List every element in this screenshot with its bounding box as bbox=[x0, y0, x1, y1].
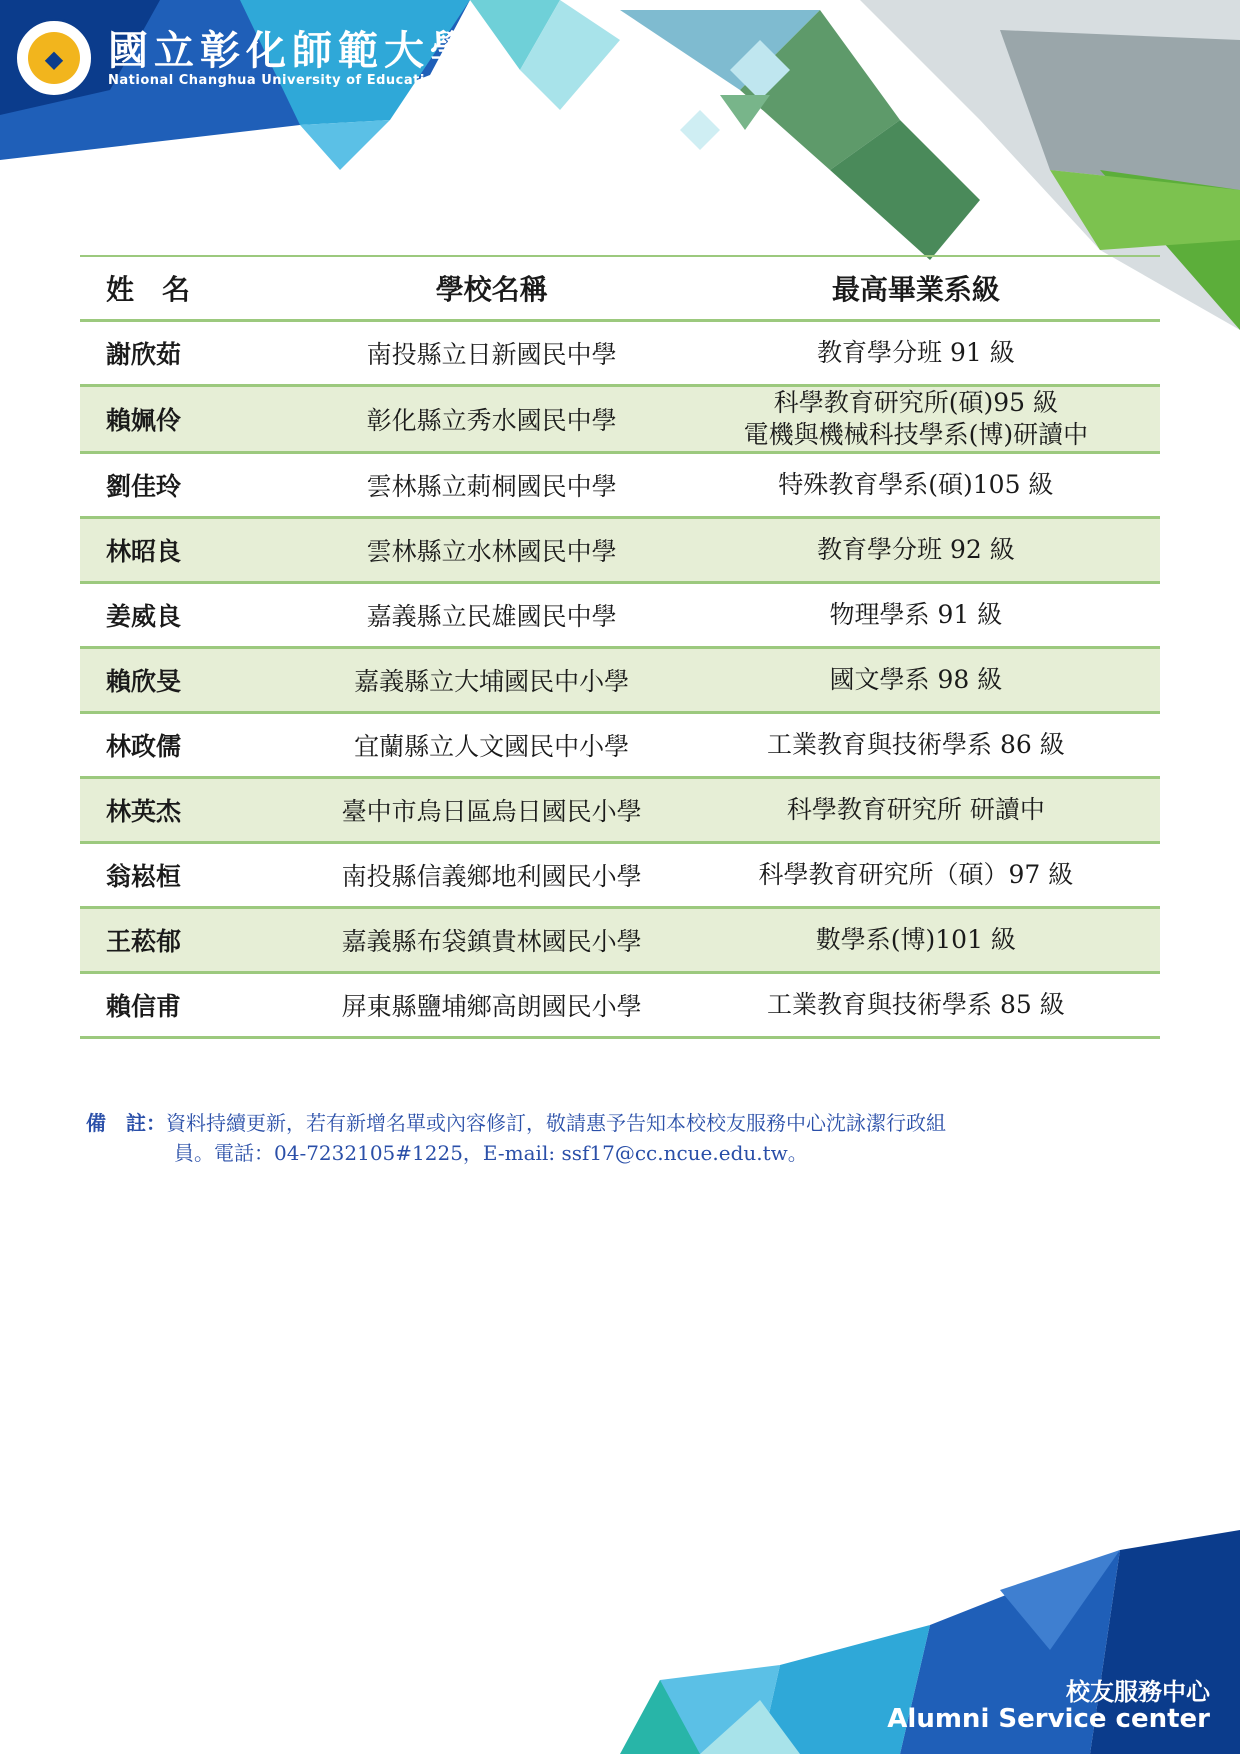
department-line: 物理學系 91 級 bbox=[829, 600, 1003, 629]
cell-name: 賴欣旻 bbox=[80, 648, 312, 713]
cell-school: 臺中市烏日區烏日國民小學 bbox=[312, 778, 672, 843]
cell-name: 謝欣茹 bbox=[80, 321, 312, 386]
cell-school: 嘉義縣布袋鎮貴林國民小學 bbox=[312, 908, 672, 973]
cell-school: 屏東縣鹽埔鄉高朗國民小學 bbox=[312, 973, 672, 1038]
table-row bbox=[80, 583, 1160, 648]
cell-name: 王菘郁 bbox=[80, 908, 312, 973]
university-name-en: National Changhua University of Education bbox=[108, 72, 444, 88]
cell-school: 嘉義縣立民雄國民中學 bbox=[312, 583, 672, 648]
cell-name: 姜威良 bbox=[80, 583, 312, 648]
header-department: 最高畢業系級 bbox=[672, 256, 1160, 321]
remarks-text-line1: 資料持續更新，若有新增名單或內容修訂，敬請惠予告知本校校友服務中心沈詠潔行政組 bbox=[166, 1111, 946, 1135]
cell-department bbox=[672, 453, 1160, 518]
university-seal-icon: ◆ bbox=[14, 18, 94, 98]
department-line: 教育學分班 91 級 bbox=[817, 338, 1015, 367]
table-row bbox=[80, 908, 1160, 973]
remarks-text-line2: 員。電話：04-7232105#1225，E-mail: ssf17@cc.ncue.edu.tw。 bbox=[174, 1141, 808, 1165]
table-row bbox=[80, 321, 1160, 386]
cell-department bbox=[672, 583, 1160, 648]
table-row bbox=[80, 778, 1160, 843]
cell-name: 賴信甫 bbox=[80, 973, 312, 1038]
university-name-zh: 國立彰化師範大學 bbox=[108, 26, 476, 74]
cell-department bbox=[672, 908, 1160, 973]
header-name: 姓 名 bbox=[80, 256, 312, 321]
cell-name: 翁崧桓 bbox=[80, 843, 312, 908]
university-logo bbox=[14, 18, 476, 98]
cell-school: 南投縣信義鄉地利國民小學 bbox=[312, 843, 672, 908]
department-line: 數學系(博)101 級 bbox=[815, 925, 1016, 954]
cell-school: 彰化縣立秀水國民中學 bbox=[312, 386, 672, 453]
table-row bbox=[80, 843, 1160, 908]
department-line: 特殊教育學系(碩)105 級 bbox=[778, 470, 1054, 499]
department-line: 教育學分班 92 級 bbox=[817, 535, 1015, 564]
remarks-note bbox=[86, 1108, 1146, 1168]
table-row bbox=[80, 518, 1160, 583]
cell-department bbox=[672, 386, 1160, 453]
cell-school: 嘉義縣立大埔國民中小學 bbox=[312, 648, 672, 713]
remarks-label: 備 註： bbox=[86, 1111, 166, 1135]
department-line: 工業教育與技術學系 85 級 bbox=[767, 990, 1065, 1019]
cell-school: 南投縣立日新國民中學 bbox=[312, 321, 672, 386]
cell-name: 林政儒 bbox=[80, 713, 312, 778]
cell-school: 雲林縣立莿桐國民中學 bbox=[312, 453, 672, 518]
cell-department bbox=[672, 778, 1160, 843]
alumni-center-name-zh: 校友服務中心 bbox=[1066, 1678, 1210, 1706]
alumni-table bbox=[80, 255, 1160, 1039]
cell-name: 劉佳玲 bbox=[80, 453, 312, 518]
cell-school: 宜蘭縣立人文國民中小學 bbox=[312, 713, 672, 778]
cell-name: 林昭良 bbox=[80, 518, 312, 583]
table-header-row bbox=[80, 256, 1160, 321]
department-line: 工業教育與技術學系 86 級 bbox=[767, 730, 1065, 759]
table-row bbox=[80, 648, 1160, 713]
cell-name: 賴姵伶 bbox=[80, 386, 312, 453]
header-school: 學校名稱 bbox=[312, 256, 672, 321]
cell-name: 林英杰 bbox=[80, 778, 312, 843]
cell-department bbox=[672, 648, 1160, 713]
department-line: 國文學系 98 級 bbox=[829, 665, 1003, 694]
table-row bbox=[80, 453, 1160, 518]
table-row bbox=[80, 973, 1160, 1038]
cell-department bbox=[672, 321, 1160, 386]
cell-department bbox=[672, 518, 1160, 583]
cell-department bbox=[672, 713, 1160, 778]
cell-department bbox=[672, 843, 1160, 908]
department-line: 電機與機械科技學系(博)研讀中 bbox=[743, 420, 1089, 449]
department-line: 科學教育研究所（碩）97 級 bbox=[758, 860, 1074, 889]
department-line: 科學教育研究所 研讀中 bbox=[786, 795, 1045, 824]
cell-school: 雲林縣立水林國民中學 bbox=[312, 518, 672, 583]
alumni-center-name-en: Alumni Service center bbox=[887, 1704, 1210, 1734]
cell-department bbox=[672, 973, 1160, 1038]
table-row bbox=[80, 386, 1160, 453]
department-line: 科學教育研究所(碩)95 級 bbox=[773, 388, 1058, 417]
table-row bbox=[80, 713, 1160, 778]
